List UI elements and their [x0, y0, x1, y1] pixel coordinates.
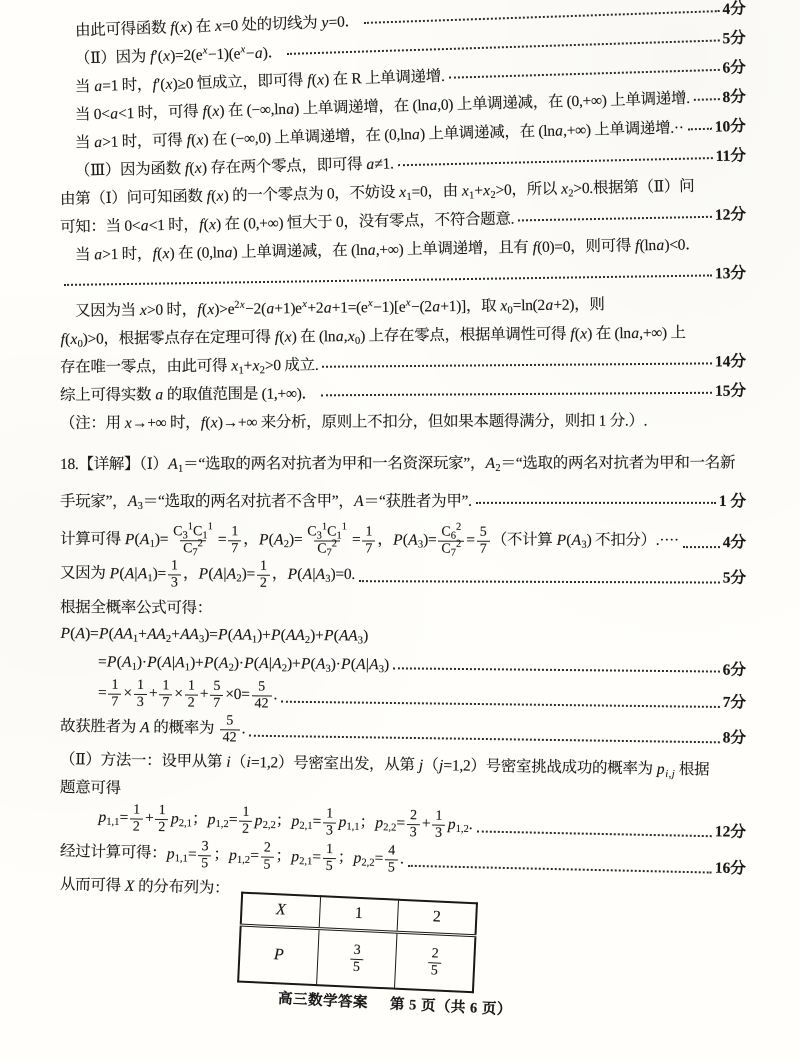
dots-leader [321, 392, 712, 397]
dots-leader [407, 865, 711, 874]
table-cell: $\frac{2}{5}$ [394, 932, 475, 992]
table-cell: 2 [397, 900, 477, 936]
line-text: 可知：当 0<a<1 时，f(x) 在 (0,+∞) 恒大于 0，没有零点，不符合题意. [59, 210, 515, 236]
score-label: 1 分 [718, 492, 747, 510]
distribution-table [237, 892, 478, 994]
text-line [60, 557, 746, 594]
dots-leader [449, 69, 720, 79]
text-line [60, 523, 746, 559]
table-row [238, 925, 475, 992]
line-text: 综上可得实数 a 的取值范围是 (1,+∞)． [59, 385, 317, 404]
line-text: 经过计算可得：$p_{1,1}=$ $\frac{3}{5}$ ；$p_{1,2}=$ $\frac{2}{5}$ ；$p_{2,1}=$ $\frac{1}{5}$ ；$p_{2,2}=$ $\frac{4}{5}$ . [59, 838, 404, 875]
footer-page-info: 第 5 页（共 6 页） [389, 996, 513, 1019]
line-text: $P(A)=P(AA_1+AA_2+AA_3)=P(AA_1)+P(AA_2)+P(AA_3)$ [60, 624, 369, 647]
line-text: 手玩家”，$A_3=“$选取的两名对抗者不含甲”，A＝“获胜者为甲”. [59, 492, 472, 512]
line-text: （Ⅱ）方法一：设甲从第 i（i=1,2）号密室出发，从第 j（j=1,2）号密室挑战成功的概率为 $p_{i,j}$ 根据 [59, 751, 710, 781]
score-label: 7分 [722, 693, 747, 712]
score-label: 12分 [714, 206, 747, 224]
distribution-section [60, 899, 746, 1019]
score-label: 4分 [722, 534, 747, 552]
line-text: $p_{1,1}=$ $\frac{1}{2}$ + $\frac{1}{2}$ $p_{2,1}$；$p_{1,2}=$ $\frac{1}{2}$ $p_{2,2}$；$p_{2,1}=$ $\frac{1}{3}$ $p_{1,1}$；$p_{2,2}=$ $\frac{2}{3}$ + $\frac{1}{3}$ $p_{1,2}$. [98, 802, 473, 841]
dots-leader [359, 581, 720, 584]
score-label: 5分 [722, 570, 747, 588]
score-label: 11分 [715, 147, 747, 166]
table-cell: $\frac{3}{5}$ [316, 929, 396, 989]
line-text: $f(x_0)>0$，根据零点存在定理可得 f(x) 在 $(\ln a,x_0)$ 上存在零点，根据单调性可得 f(x) 在 (lna,+∞) 上 [60, 324, 686, 350]
score-label: 10分 [714, 117, 747, 136]
dots-leader [683, 546, 720, 548]
text-line [60, 346, 746, 380]
line-text: 计算可得 $P(A_1)=$ $\frac{C_3^1C_1^1}{C_7^2}$ = $\frac{1}{7}$ ，$P(A_2)=$ $\frac{C_3^1C_1^1}{C_7^2}$ = $\frac{1}{7}$ ，$P(A_3)=$ $\frac{C_6^2}{C_7^2}$ = $\frac{5}{7}$ （不计算 $P(A_3)$ 不扣分）.···· [59, 521, 679, 559]
dots-leader [688, 128, 712, 131]
text-line [60, 376, 746, 408]
line-text: 题意可得 [59, 779, 121, 798]
line-text: （注：用 x→+∞ 时，f(x)→+∞ 来分析，原则上不扣分，但如果本题得满分，则扣 1 分.）. [59, 412, 648, 432]
line-text: 又因为当 x>0 时，$f(x)>e^{2x}-2(a+1)e^x+2a+1=(e^x-1)[e^x-(2a+1)]$，取 $x_0=\ln(2a+2)$，则 [74, 296, 605, 320]
line-text: 当 a>1 时，f(x) 在 (0,lna) 上单调递减，在 (lna,+∞) 上单调递增，且有 f(0)=0，则可得 f(lna)<0． [74, 236, 701, 264]
dots-leader [287, 40, 720, 55]
dots-leader [249, 735, 719, 744]
text-line [60, 486, 746, 514]
text-line [60, 405, 746, 436]
score-label: 8分 [722, 88, 747, 107]
dots-leader [393, 667, 720, 672]
line-text: （Ⅱ）因为 $f'(x)=2(e^x-1)(e^x-a)$． [74, 44, 284, 68]
table-cell: 1 [319, 896, 398, 932]
line-text: 又因为 $P(A|A_1)=$ $\frac{1}{3}$ ，$P(A|A_2)=$ $\frac{1}{2}$ ，$P(A|A_3)=0$. [59, 558, 355, 591]
score-label: 8分 [722, 729, 747, 747]
line-text: 由此可得函数 f(x) 在 x=0 处的切线为 y=0． [74, 13, 360, 40]
solution-text-block [59, 0, 747, 898]
footer-doc-title: 高三数学答案 [277, 990, 369, 1012]
line-text: 18.【详解】$(Ⅰ)A_1=“$选取的两名对抗者为甲和一名资深玩家”，$A_2=“$选取的两名对抗者为甲和一名新 [59, 454, 736, 475]
line-text: = $\frac{1}{7}$ × $\frac{1}{3}$ + $\frac{1}{7}$ × $\frac{1}{2}$ + $\frac{5}{7}$ ×0= $\frac{5}{42}$ . [97, 677, 278, 711]
line-text: 由第（Ⅰ）问可知函数 f(x) 的一个零点为 0，不妨设 $x_1=0$，由 $x_1+x_2>0$，所以 $x_2>0$.根据第（Ⅱ）问 [59, 177, 695, 208]
score-label: 4分 [722, 0, 746, 19]
dots-leader [322, 362, 712, 367]
table-cell: X [240, 893, 320, 929]
dots-leader [518, 216, 712, 222]
line-text: 根据全概率公式可得： [59, 598, 213, 617]
line-text: $=P(A_1)\cdot P(A|A_1)+P(A_2)\cdot P(A|A_2)+P(A_3)\cdot P(A|A_3)$ [97, 653, 389, 675]
text-line [60, 592, 746, 624]
score-label: 16分 [714, 859, 746, 878]
score-label: 12分 [714, 823, 747, 842]
score-label: 5分 [722, 29, 746, 48]
line-text: （Ⅲ）因为函数 f(x) 存在两个零点，即可得 a≠1. [74, 155, 394, 180]
dots-leader [281, 701, 720, 708]
table-cell: P [238, 925, 319, 985]
score-label: 14分 [714, 353, 747, 371]
line-text: 故获胜者为 A 的概率为 $\frac{5}{42}$ . [59, 713, 246, 746]
text-line [60, 447, 746, 477]
dots-leader [64, 274, 712, 285]
dots-leader [364, 10, 720, 24]
score-label: 15分 [714, 382, 747, 400]
score-label: 6分 [722, 661, 747, 679]
line-text: 当 a>1 时，可得 f(x) 在 (−∞,0) 上单调递增，在 (0,lna) 上单调递减，在 (lna,+∞) 上单调递增.·· [74, 119, 684, 152]
line-text: 存在唯一零点，由此可得 $x_1+x_2>0$ 成立. [59, 356, 319, 377]
dots-leader [476, 502, 716, 504]
score-label: 13分 [714, 264, 747, 283]
line-text: 从而可得 X 的分布列为： [59, 876, 230, 898]
dots-leader [694, 98, 720, 101]
dots-leader [476, 831, 711, 838]
line-text: 当 0<a<1 时，可得 f(x) 在 (−∞,lna) 上单调递增，在 (lna,0) 上单调递减，在 (0,+∞) 上单调递增. [74, 89, 690, 124]
score-label: 6分 [722, 59, 747, 77]
line-text: 当 a=1 时，f′(x)≥0 恒成立，即可得 f(x) 在 R 上单调递增. [74, 67, 445, 96]
dots-leader [398, 157, 713, 166]
